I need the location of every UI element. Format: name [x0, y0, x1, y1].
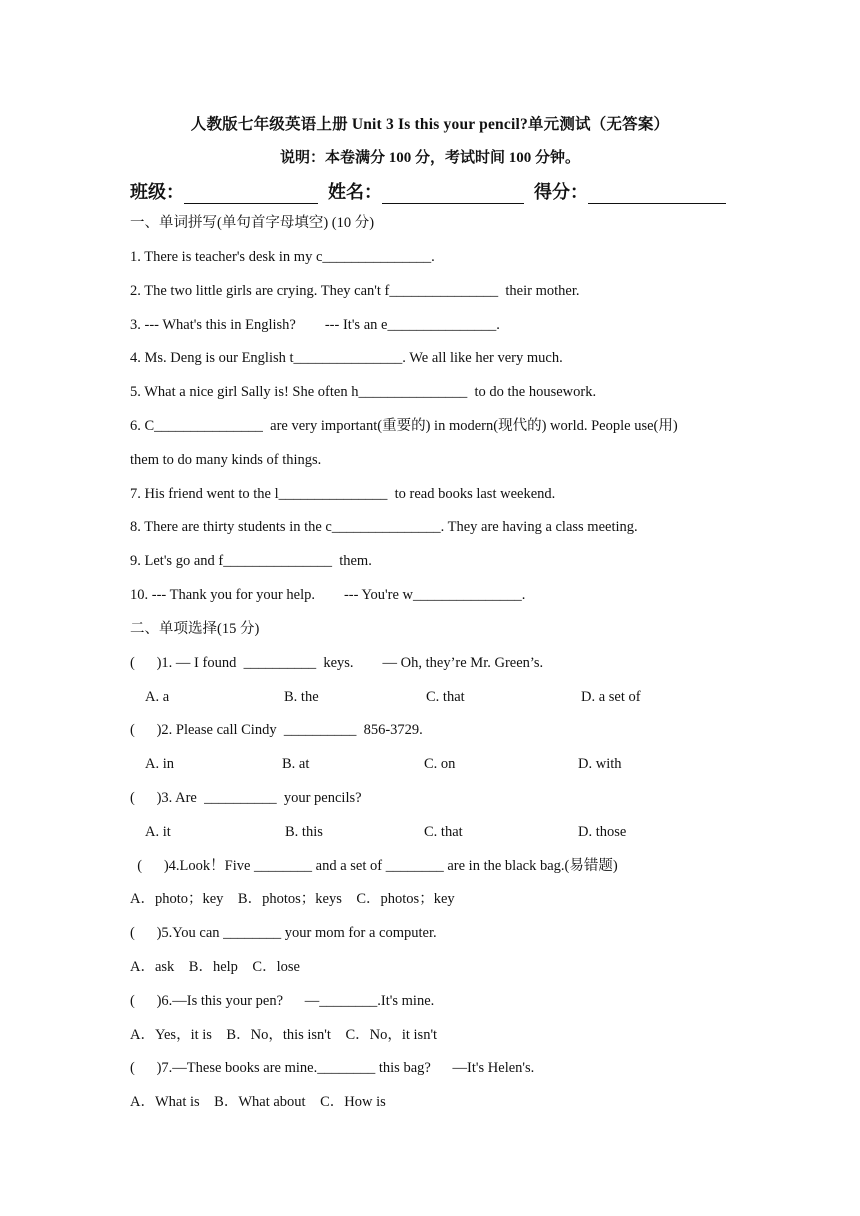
score-blank[interactable]	[588, 185, 726, 204]
s2-q7-options: A．What is B．What about C．How is	[130, 1094, 386, 1110]
s2-q2-option-d: D. with	[578, 756, 622, 772]
s2-q1-option-a: A. a	[145, 689, 170, 705]
s1-item-9: 9. Let's go and f_______________ them.	[130, 553, 372, 569]
s1-item-4: 4. Ms. Deng is our English t_______________. We all like her very much.	[130, 350, 563, 366]
s2-q1-option-d: D. a set of	[581, 689, 641, 705]
class-blank[interactable]	[184, 185, 318, 204]
s2-question-6: ( )6.—Is this your pen? —________.It's mine.	[130, 993, 435, 1009]
section2-heading: 二、单项选择(15 分)	[130, 621, 260, 637]
score-label: 得分：	[534, 182, 588, 203]
s1-item-5: 5. What a nice girl Sally is! She often h_______________ to do the housework.	[130, 384, 597, 400]
s2-q3-option-a: A. it	[145, 824, 171, 840]
s2-q4-options: A．photo；key B．photos；keys C．photos；key	[130, 891, 455, 907]
name-label: 姓名：	[328, 182, 382, 203]
s2-question-3: ( )3. Are __________ your pencils?	[130, 790, 362, 806]
s2-q1-option-b: B. the	[284, 689, 319, 705]
s2-q3-option-d: D. those	[578, 824, 627, 840]
s2-q2-option-c: C. on	[424, 756, 456, 772]
s2-question-1: ( )1. — I found __________ keys. — Oh, they’re Mr. Green’s.	[130, 655, 544, 671]
section1-heading: 一、单词拼写(单句首字母填空) (10 分)	[130, 215, 375, 231]
s2-question-4: ( )4.Look！Five ________ and a set of ________ are in the black bag.(易错题)	[130, 858, 618, 874]
name-blank[interactable]	[382, 185, 524, 204]
s2-q3-option-c: C. that	[424, 824, 463, 840]
s2-q2-option-b: B. at	[282, 756, 310, 772]
s2-q6-options: A．Yes，it is B．No，this isn't C．No，it isn't	[130, 1027, 438, 1043]
s2-q1-option-c: C. that	[426, 689, 465, 705]
s1-item-2: 2. The two little girls are crying. They can't f_______________ their mother.	[130, 283, 580, 299]
page-title: 人教版七年级英语上册 Unit 3 Is this your pencil?单元测试（无答案）	[190, 116, 670, 133]
class-label: 班级：	[130, 182, 184, 203]
s2-q5-options: A．ask B．help C．lose	[130, 959, 300, 975]
s1-item-8: 8. There are thirty students in the c_______________. They are having a class meeting.	[130, 519, 638, 535]
s1-item-1: 1. There is teacher's desk in my c_______________.	[130, 249, 435, 265]
s1-item-10: 10. --- Thank you for your help. --- You're w_______________.	[130, 587, 526, 603]
s2-q3-option-b: B. this	[285, 824, 323, 840]
s2-question-2: ( )2. Please call Cindy __________ 856-3729.	[130, 722, 423, 738]
page-subtitle: 说明：本卷满分 100 分，考试时间 100 分钟。	[279, 150, 580, 166]
s1-item-3: 3. --- What's this in English? --- It's an e_______________.	[130, 317, 500, 333]
s2-q2-option-a: A. in	[145, 756, 174, 772]
s1-item-6: 6. C_______________ are very important(重要的) in modern(现代的) world. People use(用)	[130, 418, 678, 434]
s2-question-5: ( )5.You can ________ your mom for a computer.	[130, 925, 437, 941]
s2-question-7: ( )7.—These books are mine.________ this bag? —It's Helen's.	[130, 1060, 535, 1076]
s1-item-7: 7. His friend went to the l_______________ to read books last weekend.	[130, 486, 556, 502]
s1-item-6-continued: them to do many kinds of things.	[130, 452, 322, 468]
student-info-row	[130, 178, 730, 204]
